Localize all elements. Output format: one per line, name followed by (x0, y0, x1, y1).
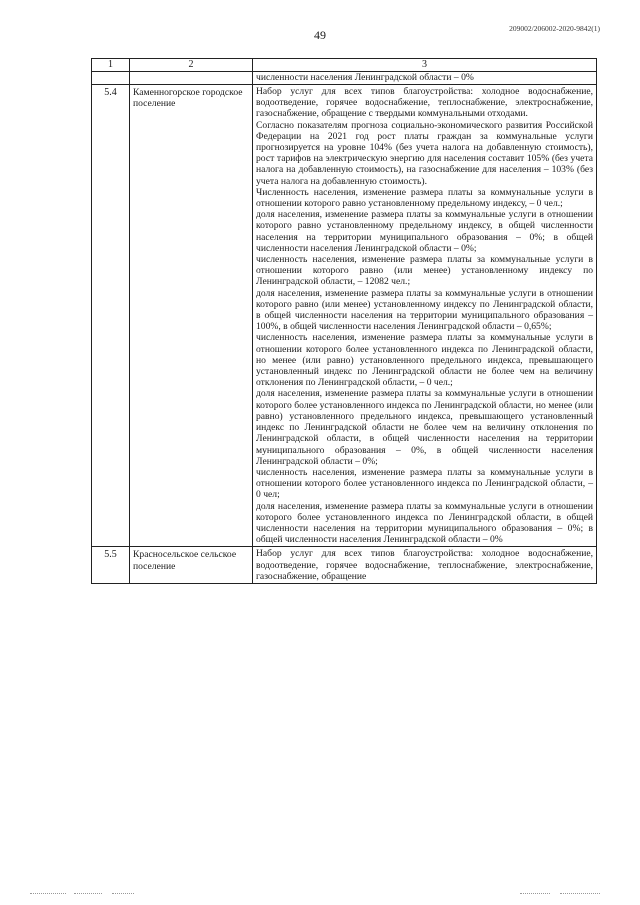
paragraph: доля населения, изменение размера платы за коммунальные услуги в отношении которого равно (или менее) установленному индексу по Ленинградской области, в общей численности населения на территории муниципального образования – 100%, в общей численности населения Ленинградской области – 0,65%; (256, 287, 593, 333)
paragraph: численность населения, изменение размера платы за коммунальные услуги в отношении которого равно (или менее) установленному индексу по Ленинградской области, – 12082 чел.; (256, 254, 593, 288)
paragraph: численность населения, изменение размера платы за коммунальные услуги в отношении которого более установленного индекса по Ленинградской области, – 0 чел; (256, 466, 593, 501)
paragraph: численность населения, изменение размера платы за коммунальные услуги в отношении которого более установленного индекса по Ленинградской области, но менее (или равно) установленного предельного индекса, превышающего установленный индекс по Ленинградской области не более чем на величину отклонения по Ленинградской области, – 0 чел.; (256, 332, 593, 389)
row-description (253, 85, 597, 547)
table-header-row (92, 59, 597, 72)
table-row (92, 85, 597, 547)
page-number: 49 (314, 28, 326, 42)
paragraph: доля населения, изменение размера платы за коммунальные услуги в отношении которого более установленного индекса по Ленинградской области, но менее (или равно) установленного предельного индекса, превышающего установленный индекс по Ленинградской области не более чем на величину отклонения по Ленинградской области, в общей численности населения на территории муниципального образования – 0%, в общей численности населения Ленинградской области – 0%; (256, 388, 593, 467)
column-header-2: 2 (130, 59, 253, 72)
table-row (92, 547, 597, 584)
paragraph: доля населения, изменение размера платы за коммунальные услуги в отношении которого более установленного индекса по Ленинградской области, в общей численности населения на территории муниципального образования – 0%; в общей численности населения Ленинградской области – 0% (256, 500, 593, 546)
paragraph: Численность населения, изменение размера платы за коммунальные услуги в отношении которого равно установленному предельному индексу, – 0 чел.; (256, 186, 593, 210)
row-description (253, 547, 597, 584)
row-number: 5.5 (92, 547, 130, 584)
paragraph: Набор услуг для всех типов благоустройства: холодное водоснабжение, водоотведение, горячее водоснабжение, теплоснабжение, электроснабжение, газоснабжение, обращение с твердыми коммунальными отходами. (256, 86, 593, 120)
continuation-text: численности населения Ленинградской области – 0% (253, 72, 597, 85)
paragraph: доля населения, изменение размера платы за коммунальные услуги в отношении которого равно установленному предельному индексу, в общей численности населения на территории муниципального образования – 0%; в общей численности населения Ленинградской области – 0%; (256, 209, 593, 254)
continuation-row (92, 72, 597, 85)
settlement-name: Красносельское сельское поселение (130, 547, 253, 584)
tariff-table (91, 58, 597, 584)
column-header-1: 1 (92, 59, 130, 72)
column-header-3: 3 (253, 59, 597, 72)
paragraph: Согласно показателям прогноза социально-экономического развития Российской Федерации на 2021 год рост платы граждан за коммунальные услуги прогнозируется на уровне 104% (без учета налога на добавленную стоимость), рост тарифов на электрическую энергию для населения составит 105% (без учета налога на добавленную стоимость), на газоснабжение для населения – 103% (без учета налога на добавленную стоимость). (256, 119, 593, 187)
settlement-name: Каменногорское городское поселение (130, 85, 253, 547)
document-id: 209002/206002-2020-9842(1) (509, 24, 600, 33)
paragraph: Набор услуг для всех типов благоустройства: холодное водоснабжение, водоотведение, горячее водоснабжение, теплоснабжение, электроснабжение, газоснабжение, обращение (256, 548, 593, 582)
scan-footer-marks (0, 893, 640, 899)
row-number: 5.4 (92, 85, 130, 547)
